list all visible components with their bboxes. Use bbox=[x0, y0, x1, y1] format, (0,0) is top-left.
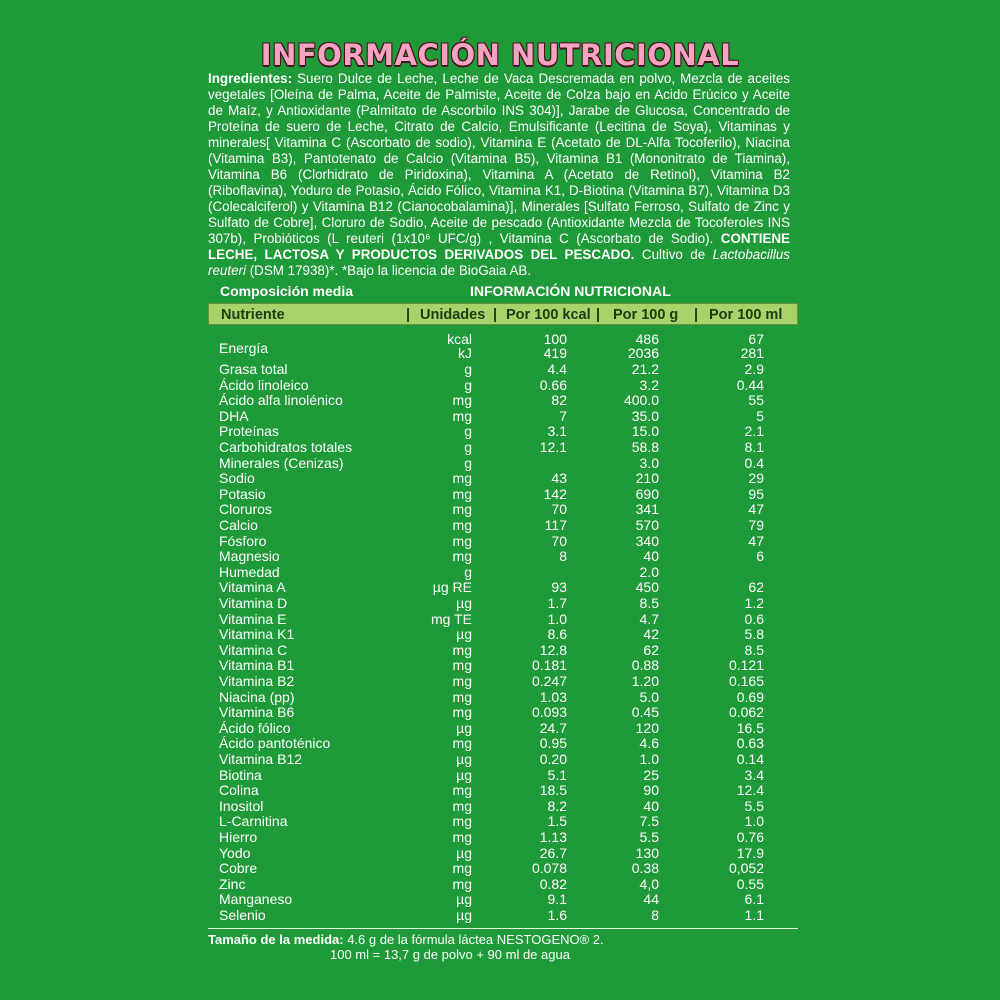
table-row bbox=[0, 876, 1000, 892]
table-row bbox=[0, 782, 1000, 798]
table-row bbox=[0, 595, 1000, 611]
unit-cell: g bbox=[464, 563, 472, 580]
header-separator: | bbox=[406, 307, 411, 323]
unit-cell: mg TE bbox=[431, 610, 472, 627]
nutrient-name: Vitamina B1 bbox=[219, 657, 295, 674]
per-100g-cell: 1.0 bbox=[639, 751, 659, 767]
per-100g-cell: 25 bbox=[643, 766, 659, 783]
per-100g-cell: 1.20 bbox=[631, 673, 659, 689]
header-per-100g: Por 100 g bbox=[613, 307, 679, 323]
per-100kcal-cell: 70 bbox=[551, 532, 567, 549]
unit-cell: mg bbox=[452, 782, 472, 799]
per-100ml-cell: 0,052 bbox=[728, 860, 764, 877]
nutrient-name: Cobre bbox=[219, 860, 258, 877]
nutrient-name: Vitamina K1 bbox=[219, 626, 295, 643]
composition-label: Composición media bbox=[220, 283, 354, 299]
nutrient-name: Niacina (pp) bbox=[219, 688, 295, 705]
nutrient-name: L-Carnitina bbox=[219, 813, 288, 830]
per-100g-cell: 4.7 bbox=[639, 610, 659, 627]
header-separator: | bbox=[493, 307, 498, 323]
unit-cell: mg bbox=[452, 470, 472, 487]
table-row bbox=[0, 642, 1000, 658]
serving-size-text: 4.6 g de la fórmula láctea NESTOGENO® 2. bbox=[343, 932, 604, 947]
table-row bbox=[0, 423, 1000, 439]
per-100g-cell: 40 bbox=[643, 548, 659, 565]
per-100kcal-cell: 82 bbox=[551, 392, 567, 409]
per-100kcal-cell: 9.1 bbox=[547, 891, 567, 908]
header-nutrient: Nutriente bbox=[221, 307, 285, 323]
per-100kcal-cell: 100 bbox=[543, 331, 567, 347]
table-row bbox=[0, 377, 1000, 393]
per-100kcal-cell: 0.20 bbox=[539, 751, 567, 767]
table-row bbox=[0, 704, 1000, 720]
per-100g-cell: 8.5 bbox=[639, 595, 659, 611]
nutrient-name: Minerales (Cenizas) bbox=[219, 454, 344, 471]
unit-cell: mg bbox=[452, 735, 472, 752]
per-100kcal-cell: 1.6 bbox=[547, 907, 567, 923]
per-100ml-cell: 8.1 bbox=[744, 439, 764, 455]
nutrient-name: Yodo bbox=[219, 844, 251, 861]
header-per-100kcal: Por 100 kcal bbox=[506, 307, 591, 323]
nutrient-name: Vitamina A bbox=[219, 579, 286, 596]
unit-cell: mg bbox=[452, 875, 472, 892]
per-100ml-cell: 281 bbox=[740, 345, 764, 361]
per-100ml-cell: 8.5 bbox=[744, 641, 764, 658]
unit-cell: kJ bbox=[458, 345, 472, 361]
per-100ml-cell: 67 bbox=[748, 331, 764, 347]
table-row bbox=[0, 517, 1000, 533]
per-100g-cell: 21.2 bbox=[631, 361, 659, 377]
unit-cell: g bbox=[464, 439, 472, 455]
table-row bbox=[0, 579, 1000, 595]
per-100g-cell: 5.0 bbox=[639, 688, 659, 705]
table-row bbox=[0, 486, 1000, 502]
per-100ml-cell: 5.5 bbox=[744, 797, 764, 814]
per-100ml-cell: 1.2 bbox=[744, 595, 764, 611]
nutrient-name: Magnesio bbox=[219, 548, 280, 565]
unit-cell: mg bbox=[452, 485, 472, 502]
unit-cell: mg bbox=[452, 548, 472, 565]
unit-cell: µg RE bbox=[432, 579, 472, 596]
unit-cell: mg bbox=[452, 532, 472, 549]
per-100ml-cell: 2.1 bbox=[744, 423, 764, 440]
per-100g-cell: 4.6 bbox=[639, 735, 659, 752]
allergen-warning: CONTIENE LECHE, LACTOSA Y PRODUCTOS DERIVADOS DEL PESCADO. bbox=[208, 231, 790, 262]
per-100kcal-cell: 1.5 bbox=[547, 813, 567, 830]
header-per-100ml: Por 100 ml bbox=[709, 307, 783, 323]
per-100kcal-cell: 0.181 bbox=[531, 657, 567, 674]
table-row bbox=[0, 408, 1000, 424]
per-100kcal-cell: 93 bbox=[551, 579, 567, 596]
unit-cell: g bbox=[464, 376, 472, 393]
unit-cell: mg bbox=[452, 860, 472, 877]
table-row bbox=[0, 392, 1000, 408]
per-100ml-cell: 0.69 bbox=[736, 688, 764, 705]
per-100g-cell: 0.88 bbox=[631, 657, 659, 674]
per-100kcal-cell: 142 bbox=[543, 485, 567, 502]
header-separator: | bbox=[596, 307, 601, 323]
unit-cell: mg bbox=[452, 829, 472, 845]
per-100kcal-cell: 18.5 bbox=[539, 782, 567, 799]
header-units: Unidades bbox=[420, 307, 486, 323]
per-100g-cell: 4,0 bbox=[639, 875, 659, 892]
serving-size-label: Tamaño de la medida: bbox=[208, 932, 344, 947]
table-row bbox=[0, 345, 1000, 361]
per-100g-cell: 3.0 bbox=[639, 454, 659, 471]
serving-size bbox=[208, 932, 604, 947]
unit-cell: mg bbox=[452, 392, 472, 409]
per-100kcal-cell: 1.03 bbox=[539, 688, 567, 705]
unit-cell: µg bbox=[456, 766, 472, 783]
per-100ml-cell: 47 bbox=[748, 501, 764, 518]
per-100kcal-cell: 12.1 bbox=[539, 439, 567, 455]
unit-cell: mg bbox=[452, 501, 472, 518]
per-100ml-cell: 79 bbox=[748, 517, 764, 533]
per-100ml-cell: 0.4 bbox=[744, 454, 764, 471]
nutrient-name: Manganeso bbox=[219, 891, 293, 908]
per-100kcal-cell: 0.66 bbox=[539, 376, 567, 393]
culture-prefix: Cultivo de bbox=[634, 247, 713, 262]
per-100kcal-cell: 70 bbox=[551, 501, 567, 518]
table-row bbox=[0, 860, 1000, 876]
unit-cell: mg bbox=[452, 407, 472, 424]
per-100g-cell: 0.38 bbox=[631, 860, 659, 877]
nutrient-name: Energía bbox=[219, 340, 269, 356]
per-100g-cell: 2.0 bbox=[639, 563, 659, 580]
nutrient-name: Vitamina B6 bbox=[219, 704, 295, 721]
nutrient-name: Humedad bbox=[219, 563, 280, 580]
per-100kcal-cell: 0.078 bbox=[531, 860, 567, 877]
per-100ml-cell: 17.9 bbox=[736, 844, 764, 861]
preparation-note: 100 ml = 13,7 g de polvo + 90 ml de agua bbox=[330, 947, 570, 962]
table-row bbox=[0, 533, 1000, 549]
per-100ml-cell: 95 bbox=[748, 485, 764, 502]
nutrient-name: Colina bbox=[219, 782, 259, 799]
per-100ml-cell: 5.8 bbox=[744, 626, 764, 643]
nutrient-name: Vitamina C bbox=[219, 641, 288, 658]
per-100kcal-cell: 8.6 bbox=[547, 626, 567, 643]
culture-suffix: (DSM 17938)*. *Bajo la licencia de BioGaia AB. bbox=[245, 263, 532, 278]
per-100ml-cell: 29 bbox=[748, 470, 764, 487]
table-row bbox=[0, 735, 1000, 751]
per-100ml-cell: 6 bbox=[756, 548, 764, 565]
nutrient-name: Ácido fólico bbox=[219, 719, 291, 736]
per-100kcal-cell: 1.13 bbox=[539, 829, 567, 845]
per-100kcal-cell: 24.7 bbox=[539, 719, 567, 736]
table-row bbox=[0, 720, 1000, 736]
table-row bbox=[0, 455, 1000, 471]
nutrient-name: Vitamina B2 bbox=[219, 673, 295, 689]
table-row bbox=[0, 751, 1000, 767]
per-100g-cell: 486 bbox=[635, 331, 659, 347]
nutrient-name: Inositol bbox=[219, 797, 264, 814]
unit-cell: µg bbox=[456, 751, 472, 767]
per-100ml-cell: 0.63 bbox=[736, 735, 764, 752]
unit-cell: mg bbox=[452, 797, 472, 814]
nutrient-name: Sodio bbox=[219, 470, 255, 487]
per-100kcal-cell: 419 bbox=[543, 345, 567, 361]
table-row bbox=[0, 611, 1000, 627]
ingredients-body: Suero Dulce de Leche, Leche de Vaca Descremada en polvo, Mezcla de aceites vegetales [Oleína de Palma, Aceite de Palmiste, Aceite de Colza bajo en Acido Erúcico y Aceite de Maíz, y Antioxidante (Palmitato de Ascorbilo INS 304)], Jarabe de Glucosa, Concentrado de Proteína de suero de Leche, Citrato de Calcio, Emulsificante (Lecitina de Soya), Vitaminas y minerales[ Vitamina C (Ascorbato de sodio), Vitamina E (Acetato de DL-Alfa Tocoferilo), Niacina (Vitamina B3), Pantotenato de Calcio (Vitamina B5), Vitamina B1 (Mononitrato de Tiamina), Vitamina B6 (Clorhidrato de Piridoxina), Vitamina A (Acetato de Retinol), Vitamina B2 (Riboflavina), Yoduro de Potasio, Ácido Fólico, Vitamina K1, D-Biotina (Vitamina B7), Vitamina D3 (Colecalciferol) y Vitamina B12 (Cianocobalamina)], Minerales [Sulfato Ferroso, Sulfato de Zinc y Sulfato de Cobre], Cloruro de Sodio, Aceite de pescado (Antioxidante Mezcla de Tocoferoles INS 307b), Probióticos (L reuteri (1x10⁶ UFC/g) , Vitamina C (Ascorbato de Sodio). bbox=[208, 71, 790, 246]
nutrient-name: DHA bbox=[219, 407, 249, 424]
per-100g-cell: 690 bbox=[635, 485, 659, 502]
per-100g-cell: 0.45 bbox=[631, 704, 659, 721]
nutrient-name: Hierro bbox=[219, 829, 258, 845]
per-100kcal-cell: 43 bbox=[551, 470, 567, 487]
header-separator: | bbox=[694, 307, 699, 323]
unit-cell: mg bbox=[452, 641, 472, 658]
table-row bbox=[0, 501, 1000, 517]
unit-cell: µg bbox=[456, 844, 472, 861]
per-100g-cell: 42 bbox=[643, 626, 659, 643]
per-100g-cell: 35.0 bbox=[631, 407, 659, 424]
per-100kcal-cell: 0.247 bbox=[531, 673, 567, 689]
table-row bbox=[0, 439, 1000, 455]
per-100kcal-cell: 8.2 bbox=[547, 797, 567, 814]
per-100kcal-cell: 26.7 bbox=[539, 844, 567, 861]
per-100kcal-cell: 12.8 bbox=[539, 641, 567, 658]
per-100g-cell: 130 bbox=[635, 844, 659, 861]
table-row bbox=[0, 564, 1000, 580]
table-row bbox=[0, 829, 1000, 845]
unit-cell: g bbox=[464, 454, 472, 471]
unit-cell: µg bbox=[456, 595, 472, 611]
nutrient-name: Potasio bbox=[219, 485, 266, 502]
table-row bbox=[0, 657, 1000, 673]
per-100ml-cell: 47 bbox=[748, 532, 764, 549]
unit-cell: mg bbox=[452, 673, 472, 689]
nutrient-name: Proteínas bbox=[219, 423, 279, 440]
nutrient-name: Ácido alfa linolénico bbox=[219, 392, 343, 409]
per-100ml-cell: 6.1 bbox=[744, 891, 764, 908]
unit-cell: mg bbox=[452, 688, 472, 705]
nutrient-name: Selenio bbox=[219, 907, 266, 923]
per-100ml-cell: 0.6 bbox=[744, 610, 764, 627]
table-row bbox=[0, 798, 1000, 814]
per-100g-cell: 7.5 bbox=[639, 813, 659, 830]
per-100ml-cell: 0.062 bbox=[728, 704, 764, 721]
per-100g-cell: 450 bbox=[635, 579, 659, 596]
per-100g-cell: 3.2 bbox=[639, 376, 659, 393]
footer-divider bbox=[208, 928, 798, 929]
table-row bbox=[0, 470, 1000, 486]
unit-cell: µg bbox=[456, 907, 472, 923]
nutrient-name: Carbohidratos totales bbox=[219, 439, 353, 455]
per-100kcal-cell: 0.82 bbox=[539, 875, 567, 892]
page-title: INFORMACIÓN NUTRICIONAL bbox=[260, 38, 740, 72]
per-100ml-cell: 5 bbox=[756, 407, 764, 424]
per-100g-cell: 62 bbox=[643, 641, 659, 658]
per-100kcal-cell: 1.0 bbox=[547, 610, 567, 627]
per-100ml-cell: 0.44 bbox=[736, 376, 764, 393]
culture-name: Lactobacillus reuteri bbox=[208, 247, 790, 278]
unit-cell: kcal bbox=[447, 331, 472, 347]
per-100g-cell: 8 bbox=[651, 907, 659, 923]
per-100ml-cell: 2.9 bbox=[744, 361, 764, 377]
table-row bbox=[0, 891, 1000, 907]
per-100g-cell: 570 bbox=[635, 517, 659, 533]
per-100g-cell: 400.0 bbox=[623, 392, 659, 409]
per-100g-cell: 341 bbox=[635, 501, 659, 518]
nutrient-name: Cloruros bbox=[219, 501, 272, 518]
unit-cell: µg bbox=[456, 891, 472, 908]
per-100g-cell: 58.8 bbox=[631, 439, 659, 455]
per-100ml-cell: 1.0 bbox=[744, 813, 764, 830]
per-100kcal-cell: 5.1 bbox=[547, 766, 567, 783]
unit-cell: mg bbox=[452, 813, 472, 830]
table-row bbox=[0, 361, 1000, 377]
per-100kcal-cell: 3.1 bbox=[547, 423, 567, 440]
per-100kcal-cell: 117 bbox=[544, 517, 567, 533]
nutrient-name: Vitamina E bbox=[219, 610, 287, 627]
table-row bbox=[0, 626, 1000, 642]
per-100kcal-cell: 0.95 bbox=[539, 735, 567, 752]
per-100g-cell: 2036 bbox=[627, 345, 659, 361]
nutrient-name: Zinc bbox=[219, 875, 246, 892]
unit-cell: mg bbox=[452, 657, 472, 674]
per-100kcal-cell: 0.093 bbox=[531, 704, 567, 721]
table-row bbox=[0, 845, 1000, 861]
nutrient-name: Vitamina D bbox=[219, 595, 288, 611]
nutrient-name: Ácido pantoténico bbox=[219, 735, 331, 752]
table-row bbox=[0, 907, 1000, 923]
nutrient-name: Ácido linoleico bbox=[219, 376, 309, 393]
nutrient-name: Fósforo bbox=[219, 532, 267, 549]
unit-cell: mg bbox=[452, 704, 472, 721]
table-row bbox=[0, 548, 1000, 564]
per-100g-cell: 15.0 bbox=[631, 423, 659, 440]
per-100ml-cell: 12.4 bbox=[736, 782, 764, 799]
per-100ml-cell: 55 bbox=[748, 392, 764, 409]
per-100ml-cell: 0.76 bbox=[736, 829, 764, 845]
unit-cell: µg bbox=[456, 626, 472, 643]
nutrient-name: Calcio bbox=[219, 517, 258, 533]
nutrient-name: Grasa total bbox=[219, 361, 288, 377]
per-100g-cell: 40 bbox=[643, 797, 659, 814]
per-100kcal-cell: 8 bbox=[559, 548, 567, 565]
per-100g-cell: 90 bbox=[643, 782, 659, 799]
unit-cell: mg bbox=[452, 517, 472, 533]
per-100g-cell: 210 bbox=[635, 470, 659, 487]
nutrient-name: Biotina bbox=[219, 766, 262, 783]
per-100kcal-cell: 1.7 bbox=[547, 595, 567, 611]
ingredients-label: Ingredientes: bbox=[208, 71, 293, 86]
unit-cell: g bbox=[464, 423, 472, 440]
per-100ml-cell: 62 bbox=[748, 579, 764, 596]
per-100g-cell: 120 bbox=[635, 719, 659, 736]
per-100ml-cell: 0.55 bbox=[736, 875, 764, 892]
per-100g-cell: 5.5 bbox=[639, 829, 659, 845]
unit-cell: µg bbox=[456, 719, 472, 736]
per-100g-cell: 44 bbox=[643, 891, 659, 908]
per-100ml-cell: 0.165 bbox=[728, 673, 764, 689]
table-row bbox=[0, 673, 1000, 689]
per-100ml-cell: 0.121 bbox=[728, 657, 764, 674]
per-100kcal-cell: 4.4 bbox=[547, 361, 567, 377]
per-100g-cell: 340 bbox=[635, 532, 659, 549]
table-title: INFORMACIÓN NUTRICIONAL bbox=[470, 283, 671, 299]
table-row bbox=[0, 813, 1000, 829]
per-100ml-cell: 16.5 bbox=[736, 719, 764, 736]
table-row bbox=[0, 689, 1000, 705]
per-100ml-cell: 3.4 bbox=[744, 766, 764, 783]
per-100kcal-cell: 7 bbox=[559, 407, 567, 424]
unit-cell: g bbox=[464, 361, 472, 377]
nutrient-name: Vitamina B12 bbox=[219, 751, 303, 767]
per-100ml-cell: 1.1 bbox=[744, 907, 764, 923]
table-row bbox=[0, 767, 1000, 783]
per-100ml-cell: 0.14 bbox=[736, 751, 764, 767]
